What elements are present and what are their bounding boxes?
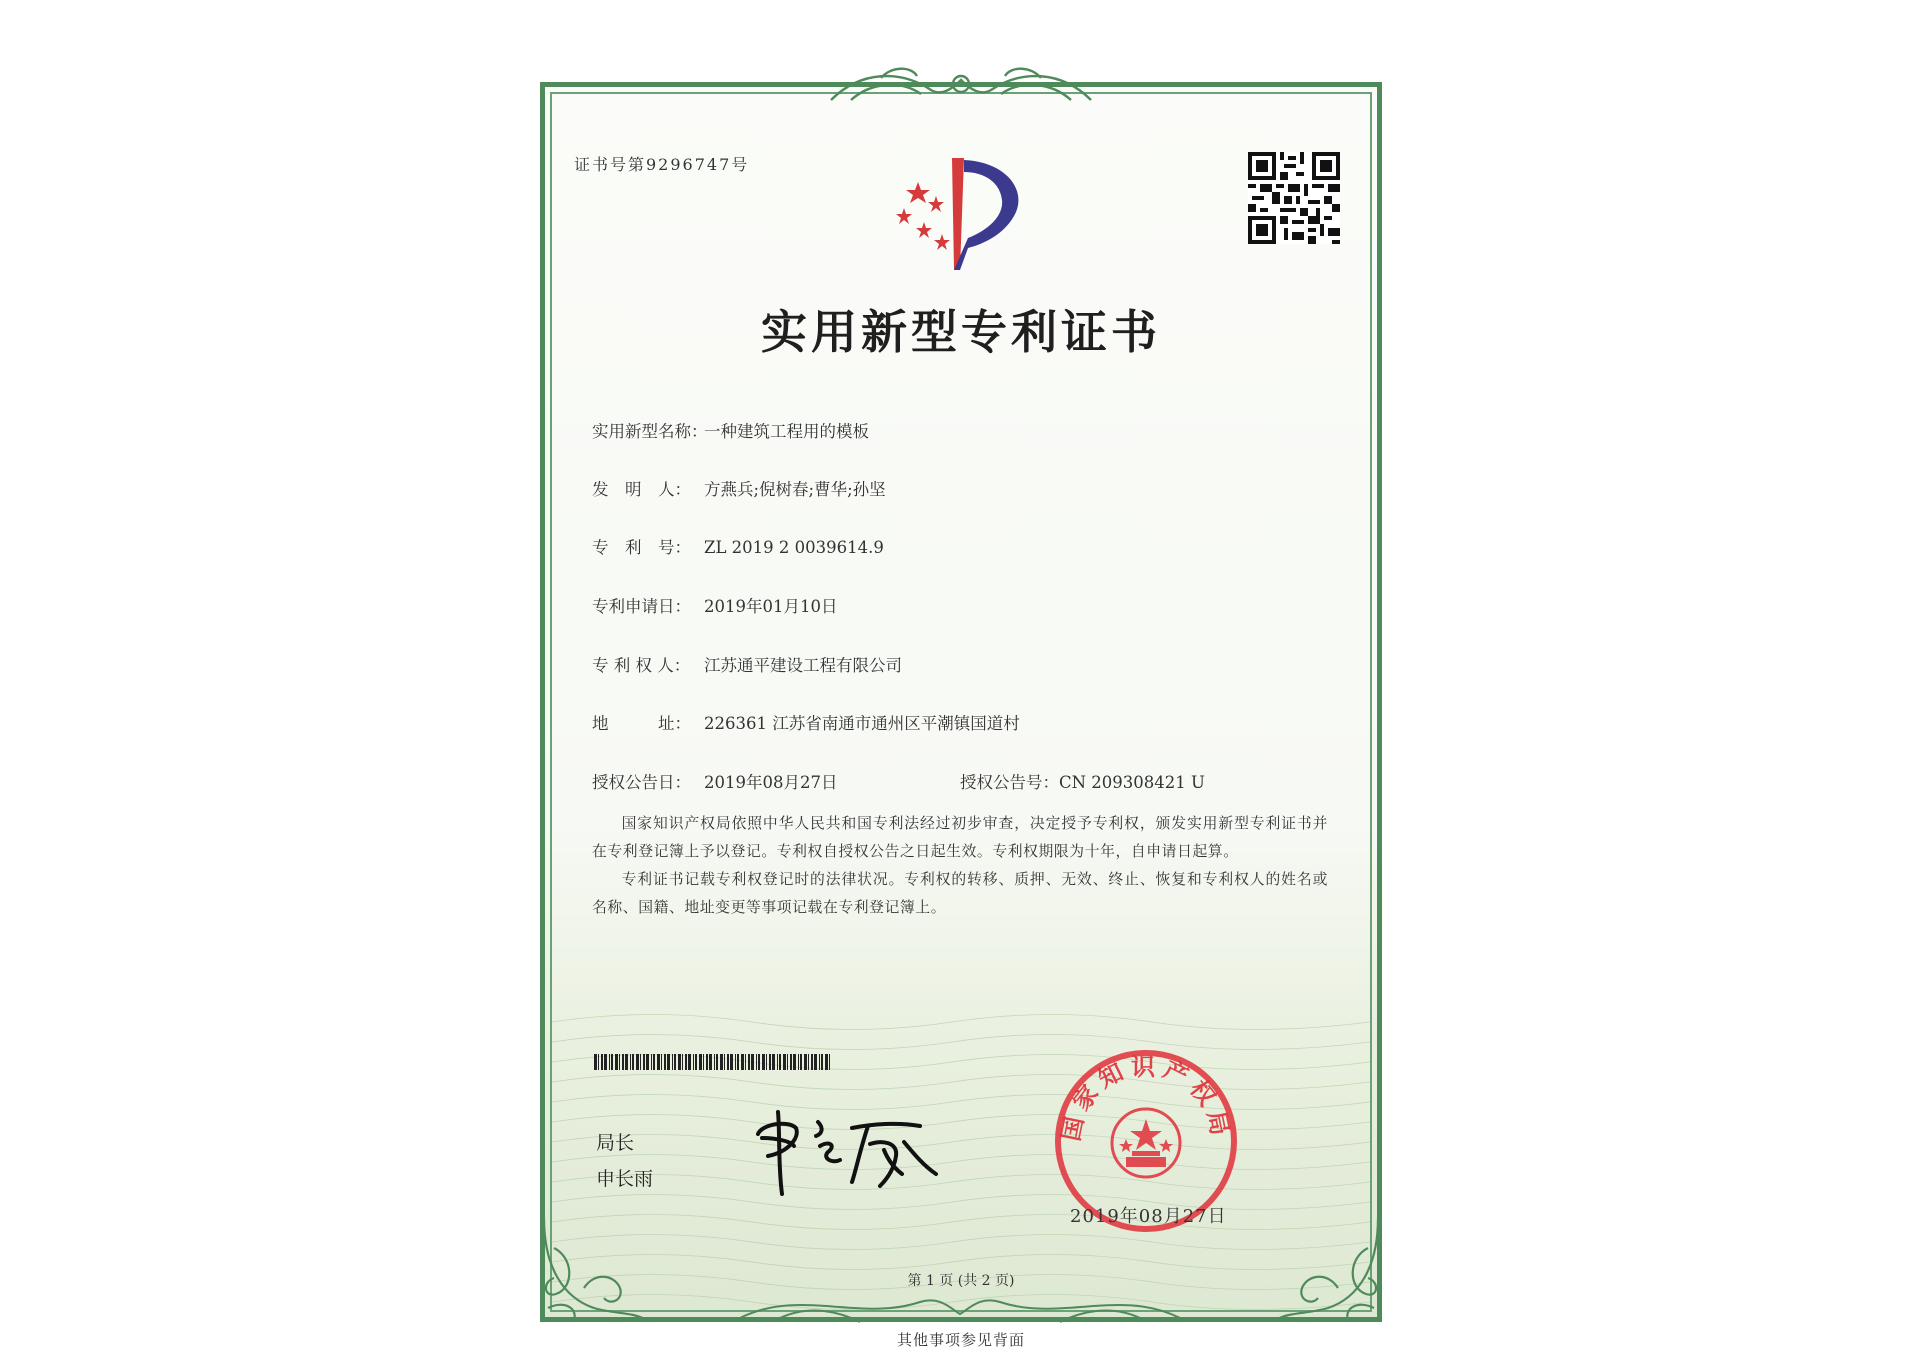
- corner-ornament-icon: [1268, 1208, 1388, 1328]
- barcode-icon: [594, 1054, 834, 1070]
- field-label: 专利申请日：: [592, 597, 691, 616]
- field-grant-number: [960, 769, 1205, 793]
- page-number: 第 1 页 (共 2 页): [907, 1273, 1015, 1289]
- director-role: 局长: [596, 1132, 635, 1154]
- field-label: 实用新型名称：: [592, 422, 708, 441]
- patent-certificate: [540, 82, 1382, 1322]
- field-grant-date: [592, 769, 837, 793]
- body-paragraph: 国家知识产权局依照中华人民共和国专利法经过初步审查，决定授予专利权，颁发实用新型专利证书并在专利登记簿上予以登记。专利权自授权公告之日起生效。专利权期限为十年，自申请日起算。: [592, 815, 1328, 860]
- field-label: 地 址：: [592, 714, 691, 733]
- seal-text: 国家知识产权局: [1056, 1052, 1236, 1144]
- director-name: 申长雨: [596, 1168, 654, 1190]
- signature-icon: [748, 1094, 948, 1204]
- field-value: 江苏通平建设工程有限公司: [704, 656, 902, 675]
- field-label: 专 利 权 人：: [592, 656, 691, 675]
- corner-ornament-icon: [534, 1208, 654, 1328]
- top-ornament-icon: [821, 60, 1101, 108]
- seal-date: 2019年08月27日: [1070, 1206, 1227, 1227]
- field-value: ZL 2019 2 0039614.9: [704, 538, 884, 557]
- certificate-title: 实用新型专利证书: [761, 305, 1161, 359]
- field-address: [592, 710, 1020, 734]
- field-value: 一种建筑工程用的模板: [704, 422, 869, 441]
- field-value: 方燕兵;倪树春;曹华;孙坚: [704, 480, 886, 499]
- certificate-number: 证书号第9296747号: [574, 155, 750, 174]
- field-label: 发 明 人：: [592, 480, 691, 499]
- footer-note: 其他事项参见背面: [896, 1331, 1025, 1349]
- body-paragraph: 专利证书记载专利权登记时的法律状况。专利权的转移、质押、无效、终止、恢复和专利权人的姓名或名称、国籍、地址变更等事项记载在专利登记簿上。: [592, 871, 1328, 916]
- field-label: 专 利 号：: [592, 538, 691, 557]
- field-value: 2019年08月27日: [704, 773, 838, 792]
- field-patentee: [592, 652, 902, 676]
- qr-code-icon: [1248, 152, 1340, 244]
- field-utility-model-name: [592, 418, 869, 442]
- field-inventors: [592, 476, 886, 500]
- certificate-body: [592, 810, 1328, 922]
- field-value: 2019年01月10日: [704, 597, 838, 616]
- field-value: CN 209308421 U: [1059, 773, 1205, 792]
- field-label: 授权公告号：: [960, 773, 1059, 792]
- field-filing-date: [592, 593, 837, 617]
- field-patent-number: [592, 534, 884, 558]
- cnipa-logo-icon: [888, 152, 1038, 272]
- field-value: 226361 江苏省南通市通州区平潮镇国道村: [704, 714, 1020, 733]
- inner-border: [550, 92, 1372, 1312]
- field-label: 授权公告日：: [592, 773, 691, 792]
